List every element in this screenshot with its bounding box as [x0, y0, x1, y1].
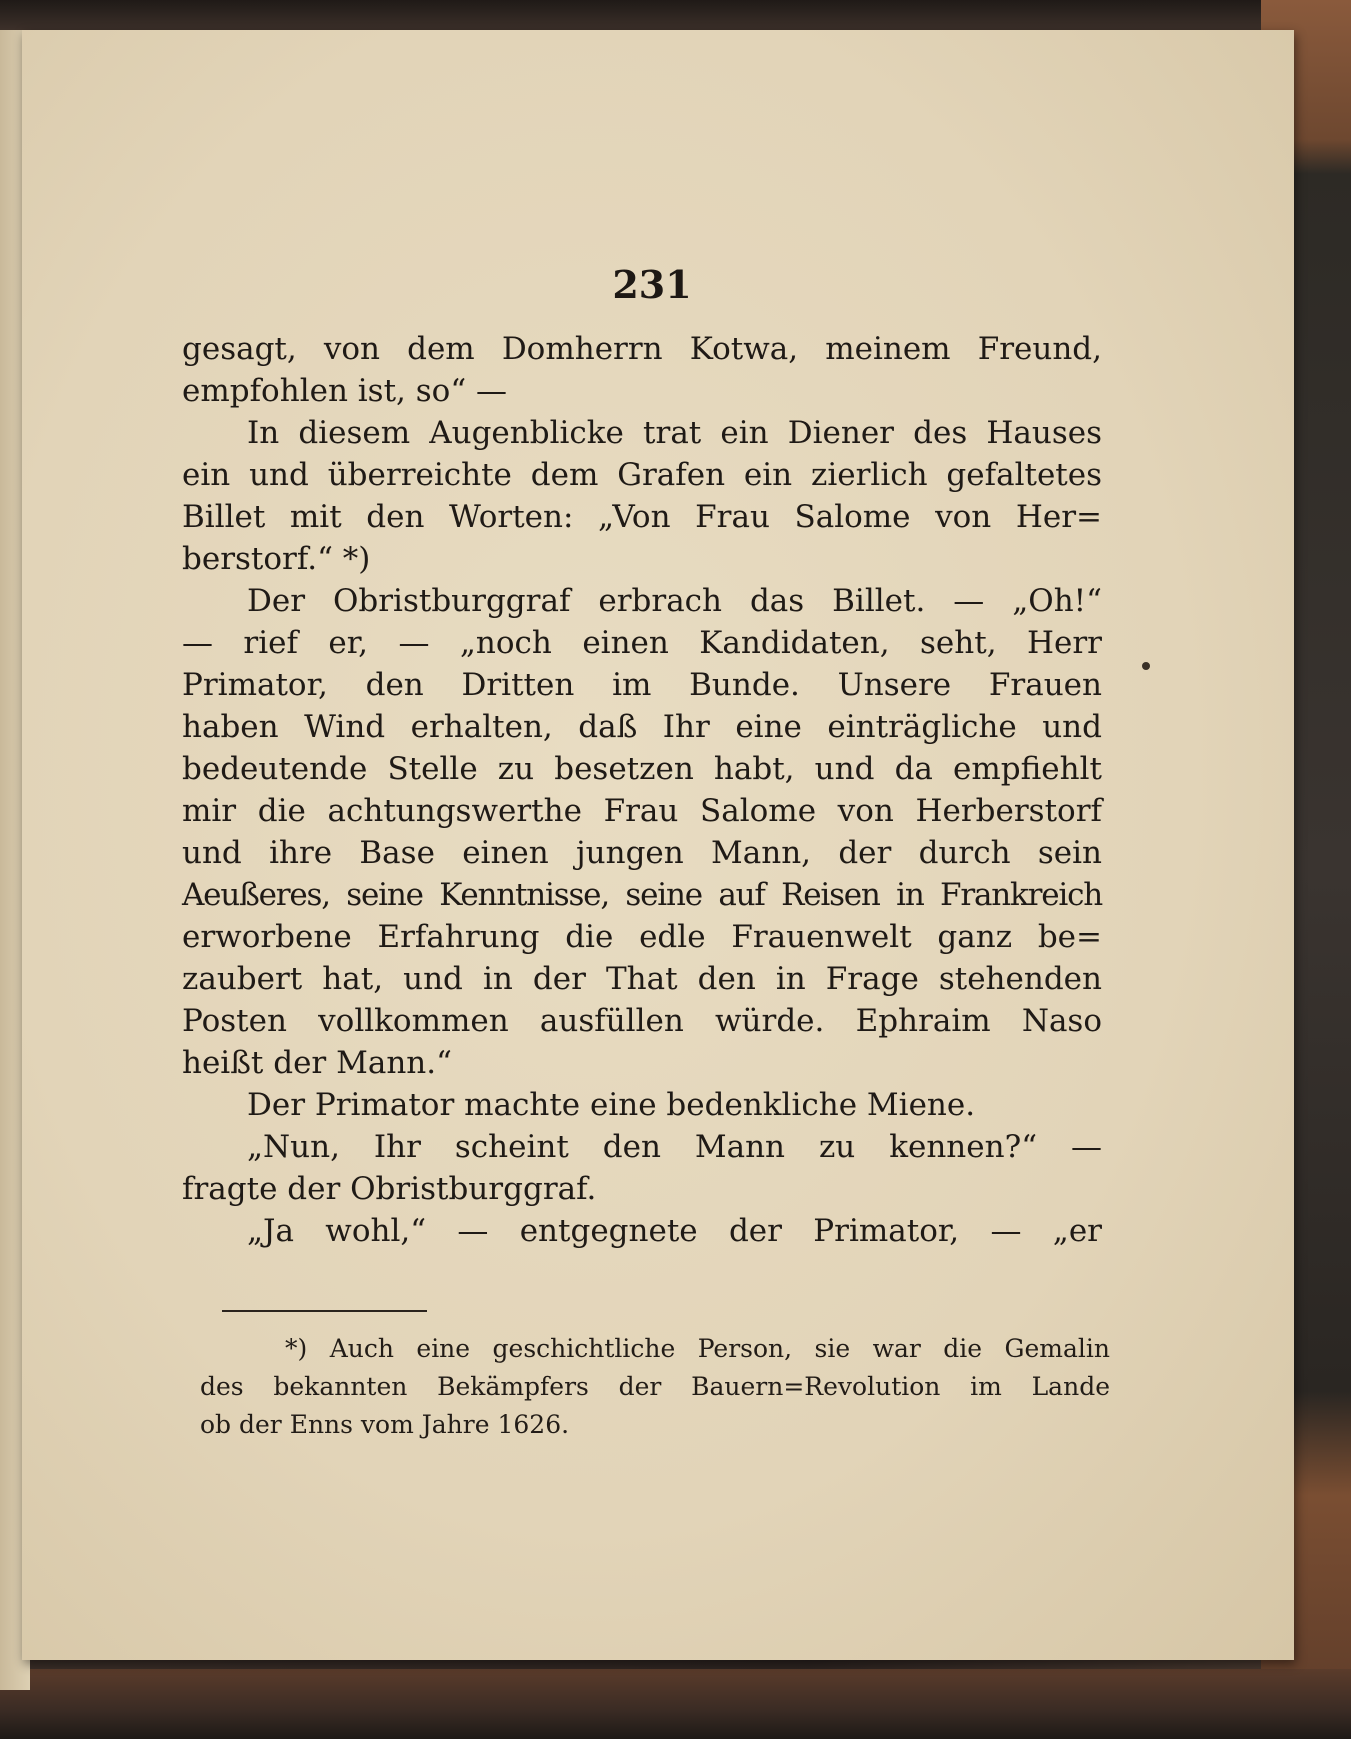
text-line: mir die achtungswerthe Frau Salome von Herberstorf [182, 793, 1102, 829]
book-page [22, 30, 1294, 1660]
page-number: 231 [612, 262, 692, 307]
cover-board-bottom [0, 1669, 1351, 1739]
text-line: gesagt, von dem Domherrn Kotwa, meinem Freund, [182, 331, 1102, 367]
text-line: fragte der Obristburggraf. [182, 1171, 597, 1207]
text-line: erworbene Erfahrung die edle Frauenwelt ganz be= [182, 919, 1102, 955]
footnote-line: des bekannten Bekämpfers der Bauern=Revolution im Lande [200, 1372, 1110, 1401]
footnote [200, 1330, 1110, 1444]
text-line: Billet mit den Worten: „Von Frau Salome von Her= [182, 499, 1102, 535]
text-line: heißt der Mann.“ [182, 1045, 452, 1081]
body-text [182, 328, 1102, 1252]
text-line: — rief er, — „noch einen Kandidaten, seht, Herr [182, 625, 1102, 661]
text-line: Der Obristburggraf erbrach das Billet. — „Oh!“ [247, 583, 1102, 619]
text-line: zaubert hat, und in der That den in Frage stehenden [182, 961, 1102, 997]
text-line: Aeußeres, seine Kenntnisse, seine auf Reisen in Frankreich [182, 877, 1102, 913]
text-line: Der Primator machte eine bedenkliche Miene. [247, 1087, 976, 1123]
text-line: „Ja wohl,“ — entgegnete der Primator, — „er [247, 1213, 1102, 1249]
text-line: empfohlen ist, so“ — [182, 373, 508, 409]
footnote-line: ob der Enns vom Jahre 1626. [200, 1410, 570, 1439]
footnote-rule [222, 1310, 427, 1312]
text-line: berstorf.“ *) [182, 541, 371, 577]
text-line: und ihre Base einen jungen Mann, der durch sein [182, 835, 1102, 871]
text-line: Primator, den Dritten im Bunde. Unsere Frauen [182, 667, 1102, 703]
text-line: haben Wind erhalten, daß Ihr eine einträgliche und [182, 709, 1102, 745]
text-line: In diesem Augenblicke trat ein Diener des Hauses [247, 415, 1102, 451]
text-line: Posten vollkommen ausfüllen würde. Ephraim Naso [182, 1003, 1102, 1039]
text-line: ein und überreichte dem Grafen ein zierlich gefaltetes [182, 457, 1102, 493]
paper-speck [1142, 662, 1150, 670]
text-line: „Nun, Ihr scheint den Mann zu kennen?“ — [247, 1129, 1102, 1165]
footnote-line: *) Auch eine geschichtliche Person, sie war die Gemalin [285, 1334, 1110, 1363]
text-line: bedeutende Stelle zu besetzen habt, und da empfiehlt [182, 751, 1102, 787]
